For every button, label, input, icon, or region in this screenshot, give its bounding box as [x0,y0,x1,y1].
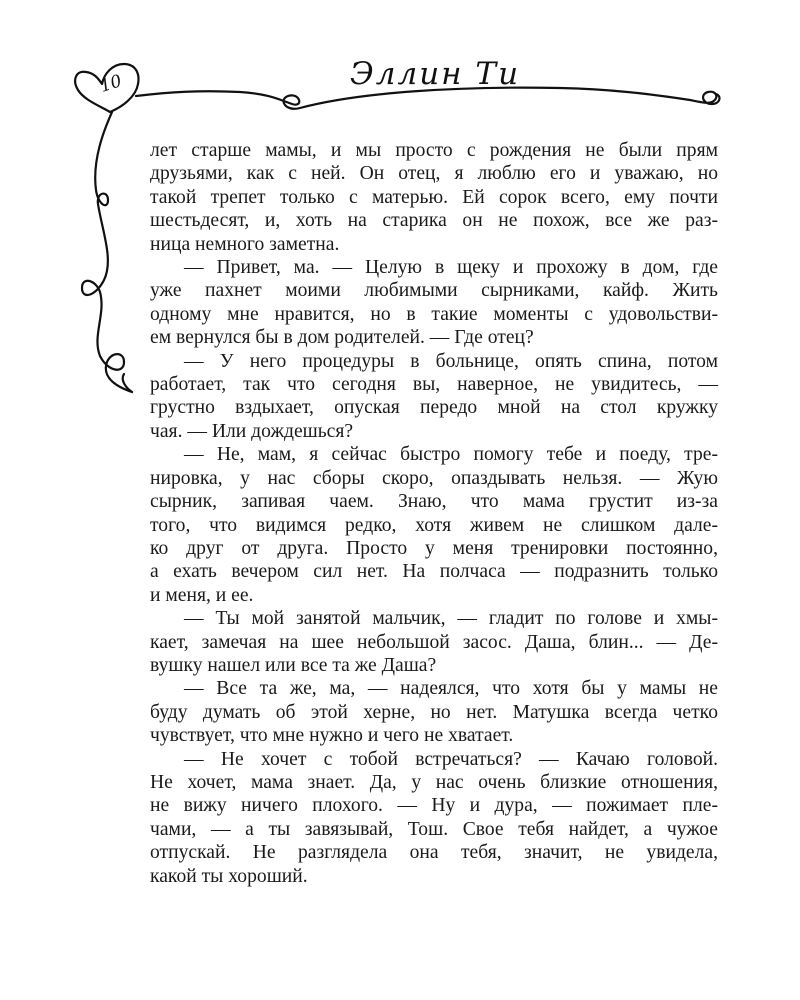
text-line: того, что видимся редко, хотя живем не слишком дале- [150,514,718,536]
text-line: — Привет, ма. — Целую в щеку и прохожу в дом, где [184,257,718,279]
text-line: ко друг от друга. Просто у меня тренировки постоянно, [150,537,718,559]
text-line: сырник, запивая чаем. Знаю, что мама грустит из-за [150,491,718,513]
text-line: одному мне нравится, но в такие моменты с удовольстви- [150,303,718,325]
text-line: уже пахнет моими любимыми сырниками, кайф. Жить [150,280,718,302]
text-line: ем вернулся бы в дом родителей. — Где отец? [150,327,534,349]
text-line: — Все та же, ма, — надеялся, что хотя бы у мамы не [184,678,718,700]
text-line: какой ты хороший. [150,865,308,887]
text-line: ница немного заметна. [150,233,340,255]
text-line: — Не, мам, я сейчас быстро помогу тебе и поеду, тре- [184,444,718,466]
text-line: чувствует, что мне нужно и чего не хватает. [150,725,514,747]
text-line: лет старше мамы, и мы просто с рождения не были прям [150,140,718,161]
text-line: и меня, и ее. [150,584,254,606]
text-line: — У него процедуры в больнице, опять спина, потом [184,350,718,372]
text-line: нировка, у нас сборы скоро, опаздывать нельзя. — Жую [150,467,718,489]
page-number: 10 [97,71,125,97]
text-line: а ехать вечером сил нет. На полчаса — подразнить только [150,561,718,583]
text-line: вушку нашел или все та же Даша? [150,654,437,676]
text-line: друзьями, как с ней. Он отец, я люблю его и уважаю, но [150,163,718,185]
text-line: — Ты мой занятой мальчик, — гладит по голове и хмы- [184,608,718,630]
text-line: чая. — Или дождешься? [150,420,354,442]
text-line: работает, так что сегодня вы, наверное, не увидитесь, — [150,374,718,396]
text-line: кает, замечая на шее небольшой засос. Даша, блин... — Де- [150,631,718,653]
text-line: буду думать об этой херне, но нет. Матушка всегда четко [150,701,718,723]
text-line: такой трепет только с матерью. Ей сорок всего, ему почти [150,186,718,208]
text-line: шестьдесят, и, хоть на старика он не похож, все же раз- [150,210,718,232]
text-line: Не хочет, мама знает. Да, у нас очень близкие отношения, [150,771,718,793]
text-line: грустно вздыхает, опуская передо мной на стол кружку [150,397,718,419]
running-head-author: Эллин Ти [350,56,521,92]
left-swirl-vine [82,112,132,392]
text-line: отпускай. Не разглядела она тебя, значит, не увидела, [150,842,718,864]
body-text [150,139,718,888]
text-line: — Не хочет с тобой встречаться? — Качаю головой. [184,748,718,770]
text-line: чами, — а ты завязывай, Тош. Свое тебя найдет, а чужое [150,818,718,840]
text-line: не вижу ничего плохого. — Ну и дура, — пожимает пле- [150,795,718,817]
